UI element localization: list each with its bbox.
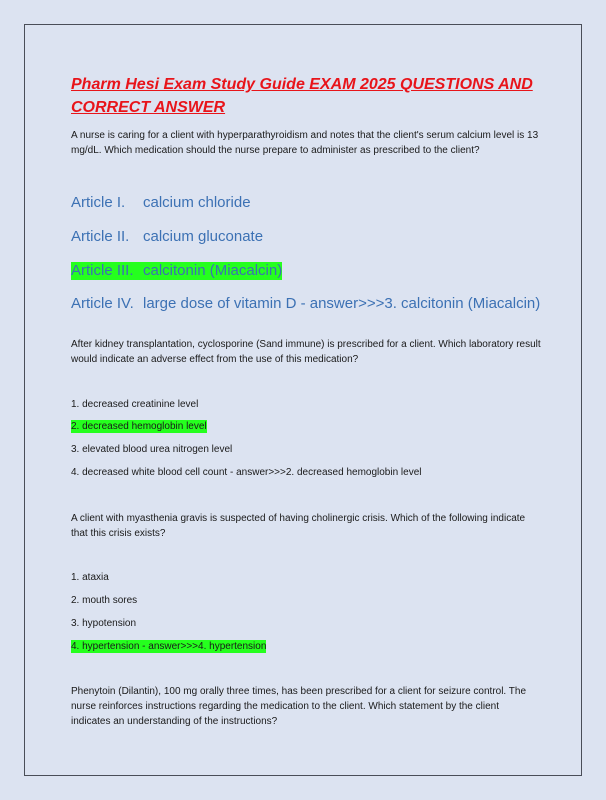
- q2-option-4: 4. decreased white blood cell count - answer>>>2. decreased hemoglobin level: [71, 467, 422, 478]
- question-2-text: After kidney transplantation, cyclosporine (Sand immune) is prescribed for a client. Which laboratory result would indicate an adverse effect from the use of this medication?: [71, 339, 541, 365]
- q3-option-2: 2. mouth sores: [71, 595, 138, 606]
- document-title: Pharm Hesi Exam Study Guide EXAM 2025 QUESTIONS AND CORRECT ANSWER: [71, 76, 533, 116]
- q1-option-4-number: Article IV.: [71, 295, 134, 312]
- q1-option-1: [71, 194, 251, 212]
- q1-option-3-highlighted: [71, 262, 282, 280]
- q3-option-1: 1. ataxia: [71, 572, 109, 583]
- q2-option-3: 3. elevated blood urea nitrogen level: [71, 444, 233, 455]
- question-1-text: A nurse is caring for a client with hyperparathyroidism and notes that the client's serum calcium level is 13 mg/dL. Which medication should the nurse prepare to administer as prescribed to the client?: [71, 130, 539, 156]
- q1-option-3-label: calcitonin (Miacalcin): [143, 262, 283, 279]
- question-3-text: A client with myasthenia gravis is suspected of having cholinergic crisis. Which of the following indicate that this crisis exists?: [71, 513, 526, 539]
- q1-option-1-number: Article I.: [71, 194, 126, 211]
- q1-option-4-label: large dose of vitamin D - answer>>>3. calcitonin (Miacalcin): [143, 295, 541, 312]
- q1-option-2-label: calcium gluconate: [143, 228, 264, 245]
- question-4-text: Phenytoin (Dilantin), 100 mg orally three times, has been prescribed for a client for seizure control. The nurse reinforces instructions regarding the medication to the client. Which statement by the client indicates an understanding of the instructions?: [71, 686, 527, 727]
- q1-option-4: [71, 295, 540, 313]
- q1-option-1-label: calcium chloride: [143, 194, 251, 211]
- q2-option-2-highlighted: 2. decreased hemoglobin level: [71, 421, 207, 432]
- q1-option-2-number: Article II.: [71, 228, 130, 245]
- q1-option-3-number: Article III.: [71, 262, 134, 279]
- q2-option-1: 1. decreased creatinine level: [71, 399, 199, 410]
- q3-option-3: 3. hypotension: [71, 618, 137, 629]
- q3-option-4-highlighted: 4. hypertension - answer>>>4. hypertension: [71, 641, 267, 652]
- q1-option-2: [71, 228, 263, 246]
